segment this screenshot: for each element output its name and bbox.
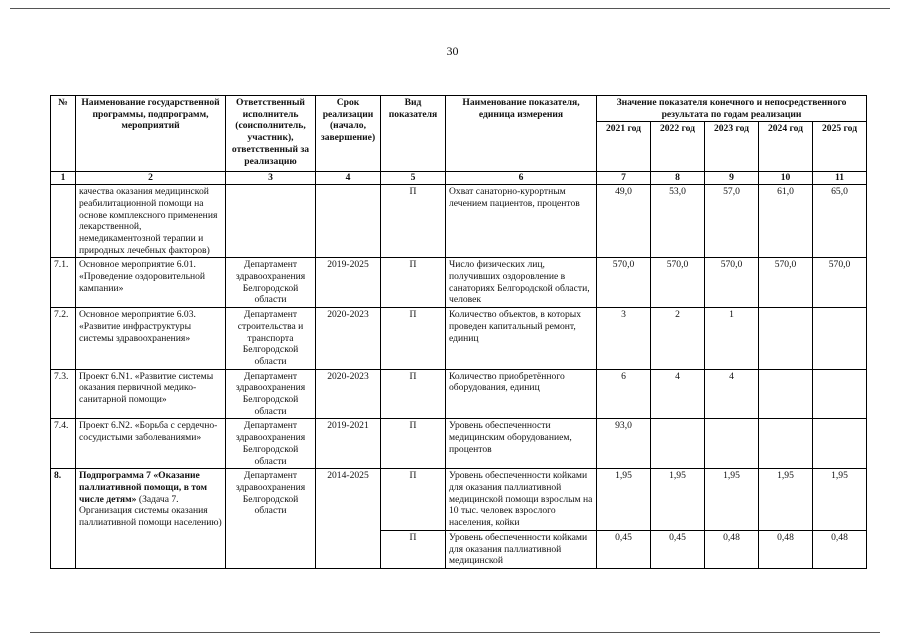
- row-value: 570,0: [705, 258, 759, 308]
- row-executor: Департамент здравоохранения Белгородской области: [226, 419, 316, 469]
- table-row: [51, 258, 867, 308]
- row-term: 2019-2025: [316, 258, 381, 308]
- row-num: 7.3.: [51, 369, 76, 419]
- row-value: 0,45: [597, 530, 651, 568]
- row-kind: П: [381, 530, 446, 568]
- row-value: 0,45: [651, 530, 705, 568]
- row-value: 570,0: [651, 258, 705, 308]
- header-num: №: [51, 96, 76, 172]
- row-term: 2014-2025: [316, 469, 381, 569]
- header-year: 2025 год: [813, 122, 867, 172]
- row-value: 1,95: [759, 469, 813, 531]
- row-executor: Департамент строительства и транспорта Белгородской области: [226, 308, 316, 370]
- header-name: Наименование государственной программы, подпрограмм, мероприятий: [76, 96, 226, 172]
- row-indicator: Уровень обеспеченности койками для оказания паллиативной медицинской: [446, 530, 597, 568]
- header-year: 2023 год: [705, 122, 759, 172]
- column-number: 11: [813, 172, 867, 185]
- row-term: 2020-2023: [316, 369, 381, 419]
- row-kind: П: [381, 185, 446, 258]
- row-value: 1,95: [705, 469, 759, 531]
- header-row: [51, 96, 867, 122]
- column-number: 9: [705, 172, 759, 185]
- row-name: Основное мероприятие 6.01. «Проведение оздоровительной кампании»: [76, 258, 226, 308]
- table-row: [51, 308, 867, 370]
- row-value: 4: [651, 369, 705, 419]
- column-number: 4: [316, 172, 381, 185]
- row-value: [759, 308, 813, 370]
- row-value: 6: [597, 369, 651, 419]
- row-num: [51, 185, 76, 258]
- row-kind: П: [381, 308, 446, 370]
- row-value: 0,48: [759, 530, 813, 568]
- row-value: 61,0: [759, 185, 813, 258]
- row-value: 570,0: [813, 258, 867, 308]
- row-value: 53,0: [651, 185, 705, 258]
- column-number: 2: [76, 172, 226, 185]
- subprogram-title: Подпрограмма 7 «Оказание паллиативной помощи, в том числе детям»: [79, 470, 208, 505]
- row-indicator: Число физических лиц, получивших оздоровление в санаториях Белгородской области, человек: [446, 258, 597, 308]
- subprogram-row: [51, 469, 867, 531]
- header-kind: Вид показателя: [381, 96, 446, 172]
- row-value: 65,0: [813, 185, 867, 258]
- row-value: 2: [651, 308, 705, 370]
- row-indicator: Уровень обеспеченности медицинским оборудованием, процентов: [446, 419, 597, 469]
- scan-edge-top: [10, 8, 890, 9]
- row-indicator: Количество объектов, в которых проведен капитальный ремонт, единиц: [446, 308, 597, 370]
- row-name: Проект 6.N2. «Борьба с сердечно-сосудистыми заболеваниями»: [76, 419, 226, 469]
- row-name: Проект 6.N1. «Развитие системы оказания первичной медико-санитарной помощи»: [76, 369, 226, 419]
- scan-edge-bottom: [30, 632, 880, 633]
- row-value: 93,0: [597, 419, 651, 469]
- row-num: 7.1.: [51, 258, 76, 308]
- row-term: 2020-2023: [316, 308, 381, 370]
- program-table: [50, 95, 867, 569]
- column-number: 3: [226, 172, 316, 185]
- column-number: 7: [597, 172, 651, 185]
- row-value: [651, 419, 705, 469]
- row-num: 7.4.: [51, 419, 76, 469]
- row-value: [813, 308, 867, 370]
- subprogram-task: (Задача 7. Организация системы оказания паллиативной помощи населению): [79, 493, 222, 529]
- row-value: 49,0: [597, 185, 651, 258]
- row-kind: П: [381, 258, 446, 308]
- row-indicator: Уровень обеспеченности койками для оказания паллиативной медицинской помощи взрослым на 10 тыс. человек взрослого населения, койки: [446, 469, 597, 531]
- header-year: 2022 год: [651, 122, 705, 172]
- row-name: Основное мероприятие 6.03. «Развитие инфраструктуры системы здравоохранения»: [76, 308, 226, 370]
- row-value: [813, 419, 867, 469]
- row-value: 1,95: [813, 469, 867, 531]
- row-kind: П: [381, 369, 446, 419]
- header-values-group: Значение показателя конечного и непосредственного результата по годам реализации: [597, 96, 867, 122]
- column-number: 8: [651, 172, 705, 185]
- row-executor: Департамент здравоохранения Белгородской области: [226, 469, 316, 569]
- header-year: 2024 год: [759, 122, 813, 172]
- row-name: [76, 469, 226, 569]
- row-term: [316, 185, 381, 258]
- row-value: [813, 369, 867, 419]
- header-indicator: Наименование показателя, единица измерения: [446, 96, 597, 172]
- page-number: 30: [446, 44, 459, 58]
- row-value: [759, 419, 813, 469]
- row-term: 2019-2021: [316, 419, 381, 469]
- row-indicator: Количество приобретённого оборудования, единиц: [446, 369, 597, 419]
- row-value: 570,0: [759, 258, 813, 308]
- row-value: [759, 369, 813, 419]
- row-num: 8.: [51, 469, 76, 569]
- row-value: 1,95: [651, 469, 705, 531]
- row-value: 1: [705, 308, 759, 370]
- row-executor: Департамент здравоохранения Белгородской области: [226, 369, 316, 419]
- row-value: [705, 419, 759, 469]
- row-value: 4: [705, 369, 759, 419]
- column-number: 1: [51, 172, 76, 185]
- row-indicator: Охват санаторно-курортным лечением пациентов, процентов: [446, 185, 597, 258]
- row-executor: Департамент здравоохранения Белгородской области: [226, 258, 316, 308]
- column-number: 6: [446, 172, 597, 185]
- header-executor: Ответственный исполнитель (соисполнитель, участник), ответственный за реализацию: [226, 96, 316, 172]
- row-executor: [226, 185, 316, 258]
- header-term: Срок реализации (начало, завершение): [316, 96, 381, 172]
- table-row: [51, 185, 867, 258]
- row-value: 570,0: [597, 258, 651, 308]
- column-number-row: [51, 172, 867, 185]
- column-number: 5: [381, 172, 446, 185]
- column-number: 10: [759, 172, 813, 185]
- row-value: 0,48: [813, 530, 867, 568]
- row-value: 0,48: [705, 530, 759, 568]
- table-row: [51, 419, 867, 469]
- table-row: [51, 369, 867, 419]
- row-num: 7.2.: [51, 308, 76, 370]
- row-value: 1,95: [597, 469, 651, 531]
- header-year: 2021 год: [597, 122, 651, 172]
- row-value: 57,0: [705, 185, 759, 258]
- row-name: качества оказания медицинской реабилитационной помощи на основе комплексного применения лекарственной, немедикаментозной терапии и природных лечебных факторов): [76, 185, 226, 258]
- row-kind: П: [381, 419, 446, 469]
- row-value: 3: [597, 308, 651, 370]
- row-kind: П: [381, 469, 446, 531]
